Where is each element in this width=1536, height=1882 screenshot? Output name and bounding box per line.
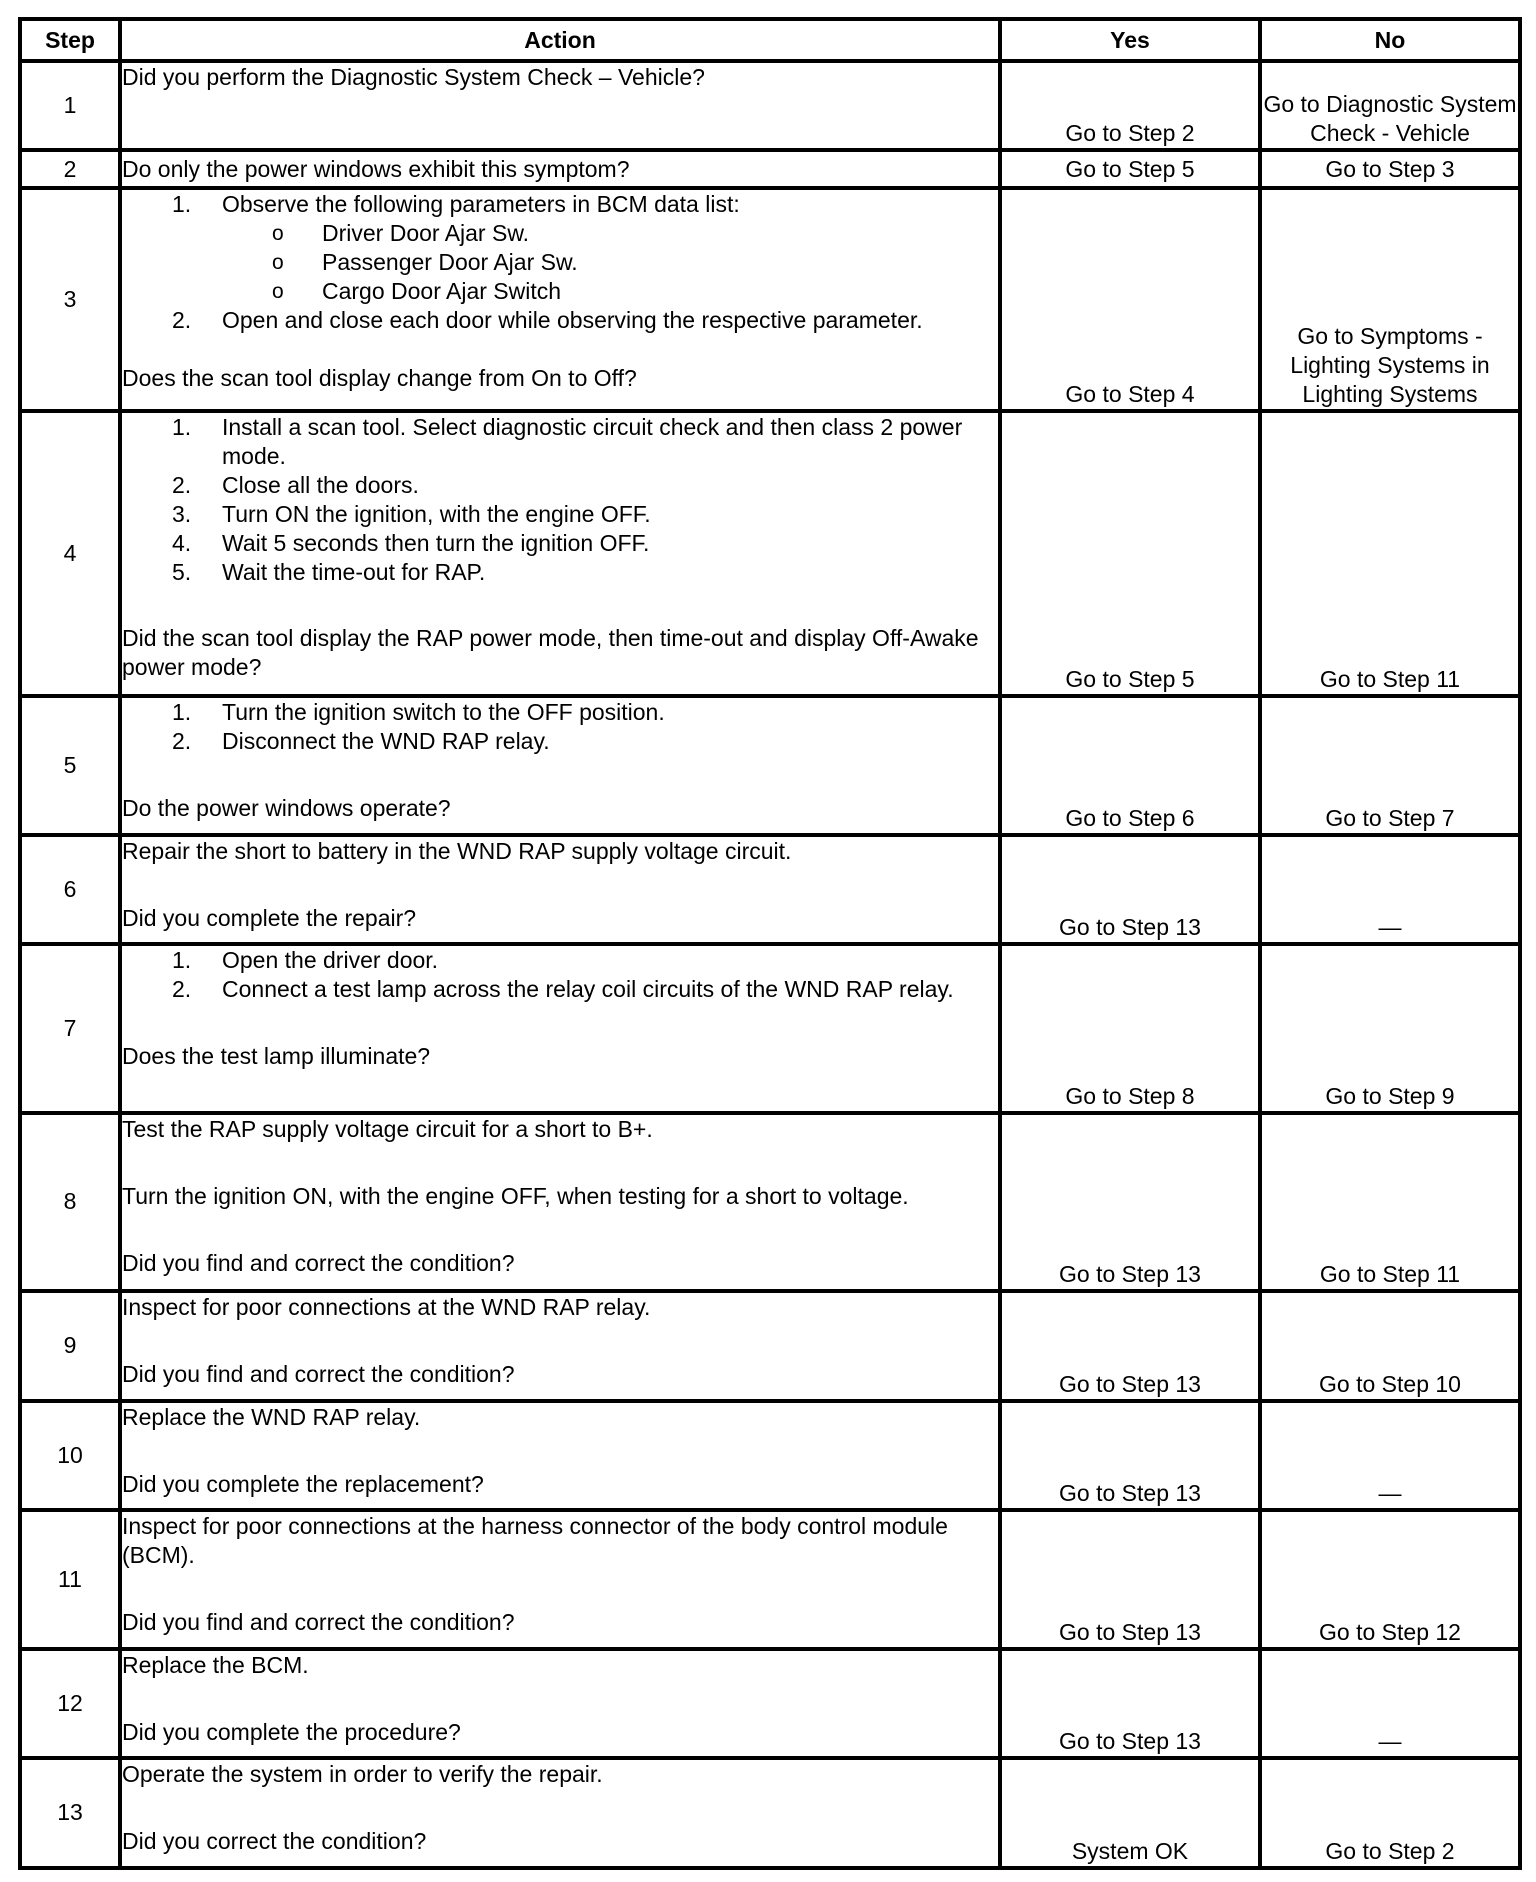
action-cell (120, 1113, 1000, 1291)
substep-list (122, 946, 998, 1004)
substep-number: 2. (172, 727, 192, 754)
header-action: Action (120, 19, 1000, 61)
substep-list (122, 413, 998, 587)
step-number: 12 (20, 1649, 120, 1758)
header-step: Step (20, 19, 120, 61)
substep-item (122, 975, 998, 1004)
substep-number: 2. (172, 976, 192, 1003)
yes-cell: Go to Step 13 (1000, 1401, 1260, 1510)
no-cell: Go to Step 3 (1260, 150, 1520, 188)
table-row (20, 188, 1520, 411)
question-text: Do the power windows operate? (122, 794, 451, 821)
substep-list (122, 190, 998, 335)
substep-text: Connect a test lamp across the relay coil circuits of the WND RAP relay. (222, 976, 954, 1003)
action-text: Replace the BCM. (122, 1651, 309, 1678)
step-number: 4 (20, 411, 120, 696)
question-text: Did you find and correct the condition? (122, 1249, 515, 1276)
step-number: 3 (20, 188, 120, 411)
question-text: Did you complete the procedure? (122, 1718, 461, 1745)
substep-item (122, 529, 998, 558)
yes-cell: Go to Step 2 (1000, 61, 1260, 150)
action-cell (120, 1401, 1000, 1510)
substep-item (122, 946, 998, 975)
substep-number: 3. (172, 501, 192, 528)
substep-number: 4. (172, 530, 192, 557)
yes-cell: Go to Step 8 (1000, 944, 1260, 1113)
substep-item (122, 413, 998, 471)
action-text: Replace the WND RAP relay. (122, 1403, 421, 1430)
action-text: Test the RAP supply voltage circuit for a short to B+. (122, 1115, 653, 1142)
table-row (20, 1510, 1520, 1649)
yes-cell: System OK (1000, 1758, 1260, 1868)
parameter-text: Driver Door Ajar Sw. (322, 220, 530, 247)
question-text: Did you correct the condition? (122, 1827, 427, 1854)
action-cell (120, 835, 1000, 944)
step-number: 9 (20, 1291, 120, 1401)
step-number: 11 (20, 1510, 120, 1649)
table-row (20, 1291, 1520, 1401)
table-row (20, 1401, 1520, 1510)
question-text: Does the scan tool display change from On to Off? (122, 365, 637, 392)
no-cell: Go to Step 12 (1260, 1510, 1520, 1649)
yes-cell: Go to Step 13 (1000, 1649, 1260, 1758)
action-cell (120, 1291, 1000, 1401)
substep-text: Open the driver door. (222, 947, 439, 974)
substep-list (122, 698, 998, 756)
action-text: Do only the power windows exhibit this symptom? (122, 155, 630, 182)
table-row (20, 1758, 1520, 1868)
no-cell: Go to Step 10 (1260, 1291, 1520, 1401)
no-cell: Go to Step 2 (1260, 1758, 1520, 1868)
no-cell: — (1260, 1649, 1520, 1758)
no-cell: — (1260, 835, 1520, 944)
substep-item (122, 727, 998, 756)
yes-cell: Go to Step 13 (1000, 1113, 1260, 1291)
substep-text: Install a scan tool. Select diagnostic circuit check and then class 2 power mode. (222, 414, 963, 470)
substep-number: 1. (172, 698, 192, 725)
yes-cell: Go to Step 13 (1000, 835, 1260, 944)
action-cell (120, 188, 1000, 411)
action-cell (120, 1758, 1000, 1868)
yes-cell: Go to Step 13 (1000, 1291, 1260, 1401)
header-row (20, 19, 1520, 61)
action-text: Inspect for poor connections at the harness connector of the body control module (BCM). (122, 1512, 948, 1568)
parameter-text: Cargo Door Ajar Switch (322, 278, 562, 305)
question-text: Did you find and correct the condition? (122, 1608, 515, 1635)
table-row (20, 150, 1520, 188)
substep-number: 2. (172, 472, 192, 499)
step-number: 13 (20, 1758, 120, 1868)
substep-number: 1. (172, 414, 192, 441)
table-row (20, 61, 1520, 150)
no-cell: Go to Symptoms - Lighting Systems in Lighting Systems (1260, 188, 1520, 411)
step-number: 6 (20, 835, 120, 944)
parameter-list (222, 219, 998, 306)
question-text: Does the test lamp illuminate? (122, 1043, 431, 1070)
parameter-item (222, 277, 998, 306)
yes-cell: Go to Step 5 (1000, 150, 1260, 188)
yes-cell: Go to Step 13 (1000, 1510, 1260, 1649)
table-row (20, 1113, 1520, 1291)
substep-text: Turn the ignition switch to the OFF position. (222, 698, 665, 725)
substep-item (122, 306, 998, 335)
parameter-text: Passenger Door Ajar Sw. (322, 249, 578, 276)
substep-text: Close all the doors. (222, 472, 419, 499)
action-text: Did you perform the Diagnostic System Check – Vehicle? (122, 64, 705, 90)
substep-number: 1. (172, 191, 192, 218)
substep-number: 2. (172, 307, 192, 334)
yes-cell: Go to Step 6 (1000, 696, 1260, 835)
step-number: 10 (20, 1401, 120, 1510)
substep-text: Wait 5 seconds then turn the ignition OFF. (222, 530, 650, 557)
parameter-item (222, 248, 998, 277)
note-text: Turn the ignition ON, with the engine OFF, when testing for a short to voltage. (122, 1182, 909, 1209)
no-cell: Go to Step 11 (1260, 411, 1520, 696)
action-cell (120, 411, 1000, 696)
table-row (20, 835, 1520, 944)
step-number: 8 (20, 1113, 120, 1291)
substep-item (122, 558, 998, 587)
action-cell (120, 150, 1000, 188)
question-text: Did the scan tool display the RAP power mode, then time-out and display Off-Awake power mode? (122, 625, 979, 681)
table-row (20, 944, 1520, 1113)
action-text: Inspect for poor connections at the WND RAP relay. (122, 1293, 651, 1320)
action-cell (120, 944, 1000, 1113)
no-cell: Go to Step 11 (1260, 1113, 1520, 1291)
substep-number: 5. (172, 559, 192, 586)
table-row (20, 1649, 1520, 1758)
substep-item (122, 190, 998, 306)
question-text: Did you complete the repair? (122, 905, 417, 932)
action-cell (120, 696, 1000, 835)
bullet-marker: o (272, 280, 284, 304)
substep-text: Open and close each door while observing the respective parameter. (222, 307, 923, 334)
step-number: 5 (20, 696, 120, 835)
substep-text: Turn ON the ignition, with the engine OFF. (222, 501, 651, 528)
yes-cell: Go to Step 5 (1000, 411, 1260, 696)
question-text: Did you complete the replacement? (122, 1470, 484, 1497)
step-number: 2 (20, 150, 120, 188)
step-number: 7 (20, 944, 120, 1113)
no-cell: Go to Step 7 (1260, 696, 1520, 835)
table-row (20, 411, 1520, 696)
no-cell: Go to Step 9 (1260, 944, 1520, 1113)
action-text: Operate the system in order to verify the repair. (122, 1760, 603, 1787)
question-text: Did you find and correct the condition? (122, 1360, 515, 1387)
substep-text: Disconnect the WND RAP relay. (222, 727, 550, 754)
action-cell (120, 1510, 1000, 1649)
substep-item (122, 698, 998, 727)
action-cell (120, 1649, 1000, 1758)
substep-item (122, 500, 998, 529)
header-yes: Yes (1000, 19, 1260, 61)
diagnostic-table (18, 17, 1522, 1870)
no-cell: — (1260, 1401, 1520, 1510)
substep-item (122, 471, 998, 500)
no-cell: Go to Diagnostic System Check - Vehicle (1260, 61, 1520, 150)
action-cell (120, 61, 1000, 150)
step-number: 1 (20, 61, 120, 150)
parameter-item (222, 219, 998, 248)
substep-text: Wait the time-out for RAP. (222, 559, 486, 586)
substep-text: Observe the following parameters in BCM data list: (222, 191, 740, 218)
bullet-marker: o (272, 251, 284, 275)
header-no: No (1260, 19, 1520, 61)
table-row (20, 696, 1520, 835)
yes-cell: Go to Step 4 (1000, 188, 1260, 411)
substep-number: 1. (172, 947, 192, 974)
bullet-marker: o (272, 222, 284, 246)
action-text: Repair the short to battery in the WND RAP supply voltage circuit. (122, 838, 792, 865)
